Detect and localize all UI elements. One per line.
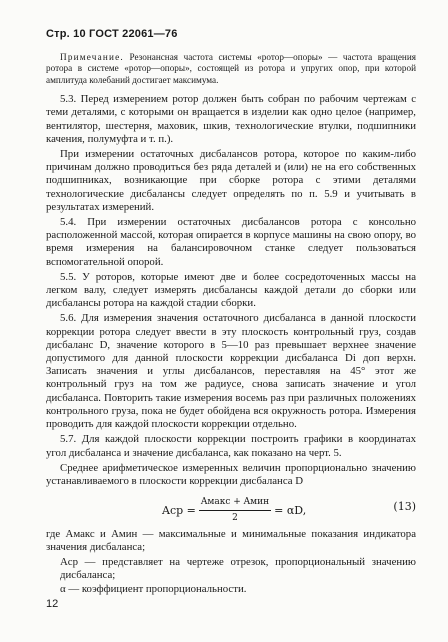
note-paragraph <box>46 52 416 86</box>
formula-expression <box>162 496 306 525</box>
formula-13 <box>46 494 416 524</box>
note-lead: Примечание. <box>60 52 124 62</box>
paragraph-5-7: 5.7. Для каждой плоскости коррекции построить графики в координатах угол дисбаланса и значение дисбаланса, как показано на черт. 5. <box>46 433 416 459</box>
formula-rhs: = αD, <box>274 504 307 518</box>
note-text: Резонансная частота системы «ротор—опоры» — частота вращения ротора в системе «ротор—опоры», состоящей из ротора и упругих опор, при которой амплитуда колебаний достигает максимума. <box>46 52 416 85</box>
formula-denominator: 2 <box>232 513 238 524</box>
definition-alpha: α — коэффициент пропорциональности. <box>60 582 247 595</box>
page-content <box>46 52 416 597</box>
formula-fraction <box>199 496 271 525</box>
paragraph-5-4: 5.4. При измерении остаточных дисбалансов ротора с консольно расположенной массой, которая опирается в корпусе машины на свою опору, во время измерения на балансировочном станке следует пользоваться вспомогательной опорой. <box>46 216 416 268</box>
page-header: Стр. 10 ГОСТ 22061—76 <box>46 28 178 40</box>
formula-number: (13) <box>393 500 416 514</box>
paragraph-mean: Среднее арифметическое измеренных величин пропорционально значению устанавливаемого в плоскости коррекции дисбаланса D <box>46 461 416 487</box>
paragraph-5-6: 5.6. Для измерения значения остаточного дисбаланса в данной плоскости коррекции ротора следует ввести в эту плоскость контрольный груз, создав дисбаланс D, значение которого в 5—10 раз превышает верхнее значение допустимого для данной плоскости коррекции дисбаланса Di доп верхн. Записать значения и углы дисбалансов, переставляя на 45° этот же контрольный груз на том же радиусе, снова записать значение и угол дисбаланса. Повторить такие измерения восемь раз при различных положениях контрольного груза, пока не будет обойдена вся окружность ротора. Измерения проводить для каждой плоскости коррекции отдельно. <box>46 312 416 431</box>
paragraph-5-5: 5.5. У роторов, которые имеют две и более сосредоточенных массы на легком валу, следует измерять дисбалансы каждой детали до сборки или дисбалансы ротора на каждой стадии сборки. <box>46 270 416 310</box>
formula-numerator: Aмакс + Aмин <box>199 496 271 511</box>
formula-lhs: Aср = <box>162 504 196 518</box>
paragraph-residual-unbalance: При измерении остаточных дисбалансов ротора, которое по каким-либо причинам должно проводиться без ряда деталей и (или) не на его собственных подшипниках, возникающие при сборке ротора с этими деталями технологические дисбалансы следует определять по п. 5.9 и учитывать в результатах измерений. <box>46 148 416 213</box>
definitions <box>46 528 416 596</box>
page-number: 12 <box>46 598 59 610</box>
definition-acp: Aср — представляет на чертеже отрезок, пропорциональный значению дисбаланса; <box>60 555 416 581</box>
paragraph-5-3: 5.3. Перед измерением ротор должен быть собран по рабочим чертежам с теми деталями, с которыми он вращается в изделии как одно целое (например, вентилятор, шестерня, маховик, шкив, технологические втулки, подшипники качения, полумуфта и т. п.). <box>46 93 416 145</box>
definition-amax-amin: где Aмакс и Aмин — максимальные и минимальные показания индикатора значения дисбаланса; <box>46 528 416 554</box>
